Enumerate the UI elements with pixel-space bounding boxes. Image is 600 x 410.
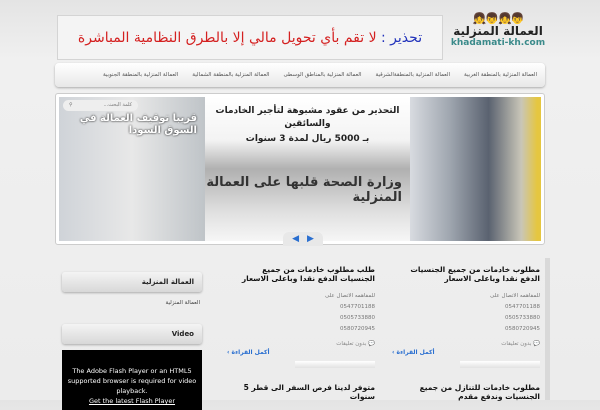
post-comments[interactable]: بدون تعليقات — [336, 341, 367, 347]
widget-title: العمالة المنزلية — [62, 272, 202, 292]
post-card — [390, 265, 540, 368]
search-input[interactable] — [63, 100, 138, 111]
flash-message: The Adobe Flash Player or an HTML5 supported browser is required for video playback. — [67, 367, 197, 395]
post-contact: للمفاهمه الاتصال على — [325, 293, 375, 299]
post-phone: 0580720945 — [505, 326, 540, 332]
logo-arabic: العمالة المنزلية — [453, 24, 543, 38]
post-phone: 0505733880 — [505, 315, 540, 321]
site-logo[interactable] — [450, 12, 546, 62]
comment-icon: 💬 — [368, 341, 375, 347]
comment-icon: 💬 — [533, 341, 540, 347]
slide-caption[interactable]: قريبا توقيف العمالة في السوق السودا — [79, 113, 197, 136]
nav-item-west[interactable]: العمالة المنزلية بالمنطقة الغربية — [464, 72, 537, 78]
post-title[interactable]: طلب مطلوب خادمات من جميع الجنسيات الدفع نقدا وباعلى الاسعار — [241, 265, 375, 283]
post-comments[interactable]: بدون تعليقات — [501, 341, 532, 347]
slide-headline-3: وزارة الصحة قلبها على العمالة المنزلية — [206, 175, 402, 205]
slide-photo-workers — [410, 97, 541, 241]
post-phone: 0547701188 — [505, 304, 540, 310]
slide-photo-men — [59, 97, 205, 241]
slide-headline-2: بـ 5000 ريال لمدة 3 سنوات — [245, 134, 370, 144]
next-arrow-icon[interactable]: ▶ — [307, 234, 314, 244]
divider — [460, 361, 540, 368]
logo-people-icon: 👧👦👧👦 — [472, 12, 524, 25]
warning-message: لا تقم بأي تحويل مالي إلا بالطرق النظامية المباشرة — [77, 29, 377, 46]
sidebar — [62, 272, 202, 410]
slider-nav — [283, 232, 323, 246]
logo-domain: khadamati-kh.com — [450, 38, 546, 48]
content-scrollbar[interactable] — [545, 258, 550, 400]
post-card — [225, 383, 375, 401]
post-contact: للمفاهمه الاتصال على — [490, 293, 540, 299]
post-phone: 0580720945 — [340, 326, 375, 332]
nav-item-north[interactable]: العمالة المنزلية بالمنطقة الشمالية — [192, 72, 270, 78]
post-card — [390, 383, 540, 401]
post-title[interactable]: مطلوب خادمات من جميع الجنسيات الدفع نقدا وباعلى الاسعار — [410, 265, 540, 283]
nav-item-east[interactable]: العمالة المنزلية بالمنطقةالشرقية — [375, 72, 451, 78]
flash-link[interactable]: Get the latest Flash Player — [88, 397, 176, 405]
slide-headline: التحذير من عقود مشبوهة لتأجير الخادمات والسائقين — [215, 106, 400, 129]
warning-banner — [57, 15, 443, 60]
post-title[interactable]: متوفر لدينا فرص السفر الى قطر 5 سنوات — [243, 383, 375, 401]
prev-arrow-icon[interactable]: ◀ — [292, 234, 299, 244]
warning-label: تحذير : — [381, 29, 423, 46]
main-nav — [55, 63, 545, 87]
video-widget-title: Video — [62, 324, 202, 344]
post-phone: 0547701188 — [340, 304, 375, 310]
nav-item-south[interactable]: العمالة المنزلية بالمنطقة الجنوبية — [102, 72, 179, 78]
post-card — [225, 265, 375, 368]
post-title[interactable]: مطلوب خادمات للتنازل من جميع الجنسيات وندفع مقدم — [419, 383, 540, 401]
read-more-link[interactable]: أكمل القراءة › — [227, 349, 270, 356]
search-placeholder: كلمة البحث... — [103, 102, 132, 108]
divider — [295, 361, 375, 368]
widget-link[interactable]: العمالة المنزلية — [165, 300, 200, 306]
post-phone: 0505733880 — [340, 315, 375, 321]
nav-item-central[interactable]: العمالة المنزلية بالمناطق الوسطى — [283, 72, 362, 78]
video-player[interactable] — [62, 350, 202, 410]
read-more-link[interactable]: أكمل القراءة › — [392, 349, 435, 356]
image-slider[interactable] — [55, 93, 545, 245]
search-icon[interactable]: ⚲ — [69, 102, 73, 108]
slide-newspaper — [205, 97, 410, 241]
